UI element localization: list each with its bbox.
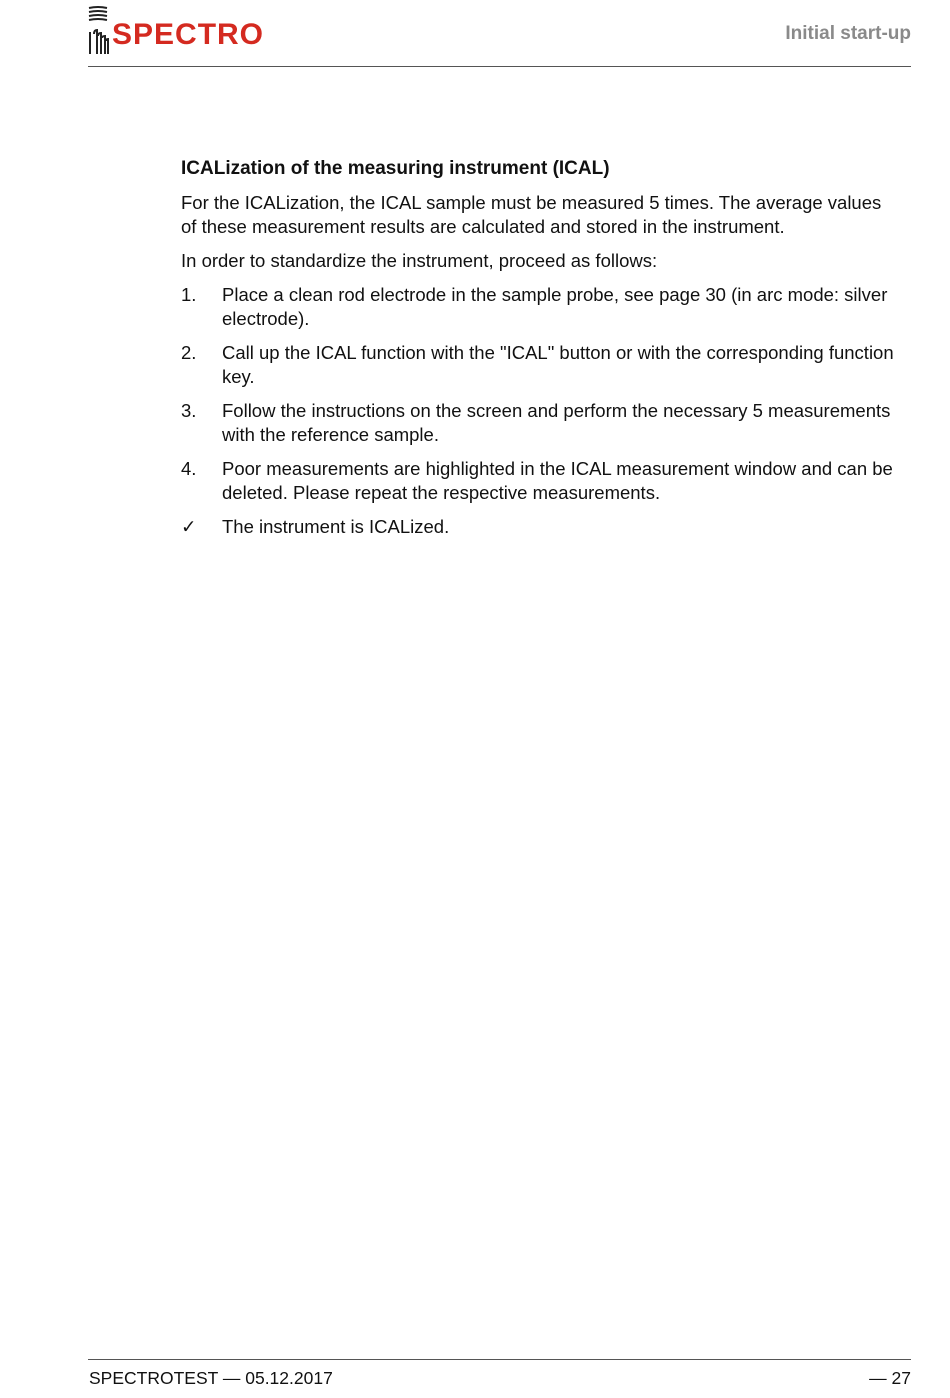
step-number: 2. <box>181 342 197 363</box>
step-number: 1. <box>181 284 197 305</box>
step-item <box>181 341 901 389</box>
step-text: Poor measurements are highlighted in the ICAL measurement window and can be deleted. Please repeat the respective measurements. <box>222 458 893 503</box>
step-item <box>181 457 901 505</box>
step-text: Call up the ICAL function with the "ICAL" button or with the corresponding function key. <box>222 342 894 387</box>
result-item <box>181 515 901 539</box>
footer-document-info: SPECTROTEST — 05.12.2017 <box>89 1368 333 1388</box>
intro-paragraph: For the ICALization, the ICAL sample must be measured 5 times. The average values of these measurement results are calculated and stored in the instrument. <box>181 192 882 237</box>
section-title: Initial start-up <box>785 23 911 44</box>
logo-wordmark: SPECTRO <box>112 18 265 51</box>
checkmark-icon: ✓ <box>181 516 197 537</box>
step-number: 3. <box>181 400 197 421</box>
spectro-logo <box>88 6 278 56</box>
step-text: Follow the instructions on the screen and perform the necessary 5 measurements with the reference sample. <box>222 400 891 445</box>
step-item <box>181 283 901 331</box>
section-heading: ICALization of the measuring instrument (ICAL) <box>181 158 610 179</box>
result-text: The instrument is ICALized. <box>222 516 450 537</box>
step-number: 4. <box>181 458 197 479</box>
logo-mark-icon <box>88 6 110 56</box>
main-content <box>181 157 901 549</box>
page-number: — 27 <box>869 1368 911 1388</box>
page-header <box>88 0 911 67</box>
lead-in-paragraph: In order to standardize the instrument, proceed as follows: <box>181 250 658 271</box>
page-footer <box>88 1359 911 1398</box>
step-item <box>181 399 901 447</box>
step-text: Place a clean rod electrode in the sample probe, see page 30 (in arc mode: silver electrode). <box>222 284 888 329</box>
